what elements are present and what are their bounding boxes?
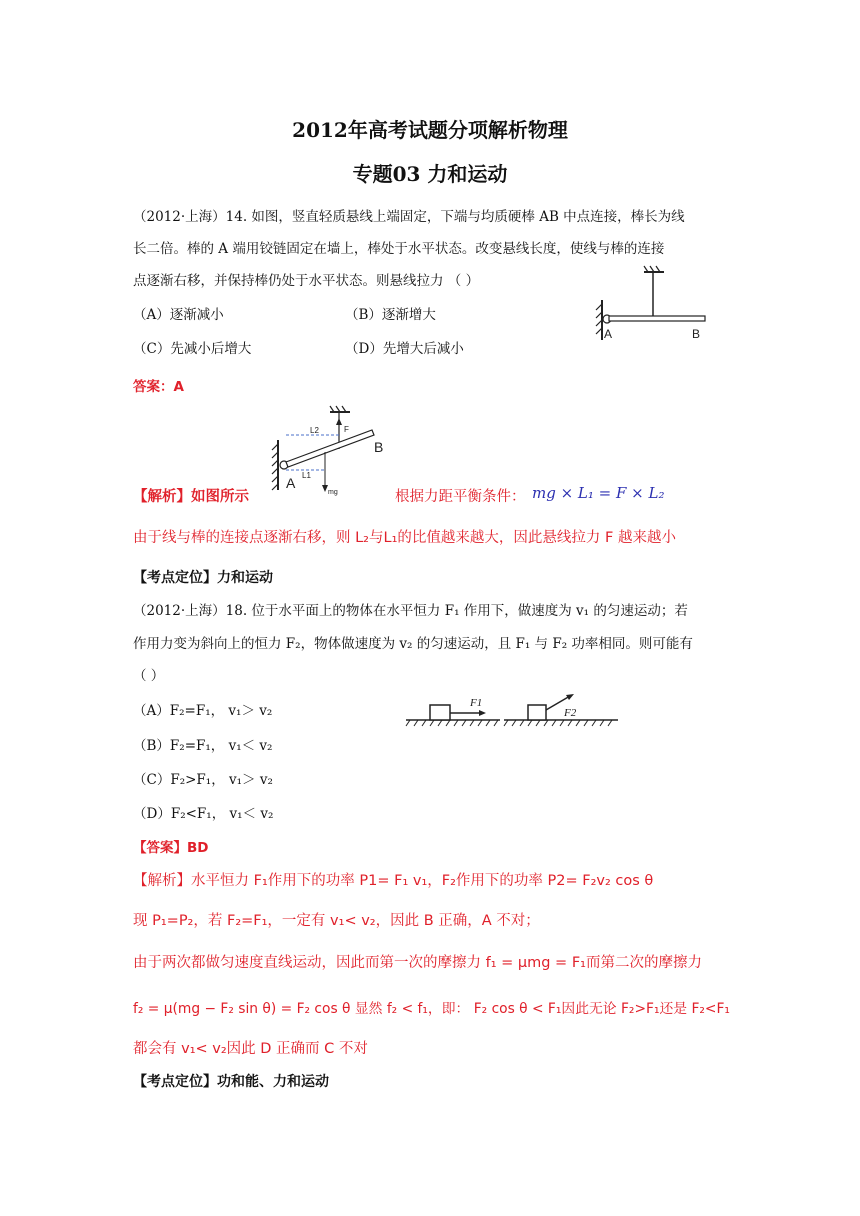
q14-explain: 由于线与棒的连接点逐渐右移，则 L₂与L₁的比值越来越大，因此悬线拉力 F 越来越小	[133, 530, 676, 546]
q18-option-d: （D）F₂<F₁， v₁＜ v₂	[133, 806, 274, 822]
q18-analysis-line-4: f₂ = μ(mg − F₂ sin θ) = F₂ cos θ 显然 f₂ < f₁，即： F₂ cos θ < F₁因此无论 F₂>F₁还是 F₂<F₁	[133, 1001, 730, 1017]
q14-stem-line-2: 长二倍。棒的 A 端用铰链固定在墙上，棒处于水平状态。改变悬线长度，使线与棒的连接	[133, 241, 665, 257]
q14-fig-label-a: A	[604, 327, 613, 341]
q14-fig2-label-l2: L2	[310, 426, 319, 435]
q14-stem-line-3: 点逐渐右移，并保持棒仍处于水平状态。则悬线拉力 （ ）	[133, 273, 480, 289]
q18-analysis-line-2: 现 P₁=P₂，若 F₂=F₁，一定有 v₁< v₂，因此 B 正确，A 不对；	[133, 913, 540, 929]
q18-option-b: （B）F₂=F₁， v₁＜ v₂	[133, 738, 273, 754]
q18-analysis-line-5: 都会有 v₁< v₂因此 D 正确而 C 不对	[133, 1041, 368, 1057]
q14-force-figure	[268, 402, 398, 498]
q18-analysis-line-3: 由于两次都做匀速度直线运动，因此而第一次的摩擦力 f₁ = μmg = F₁而第二次的摩擦力	[133, 955, 702, 971]
q14-topic: 【考点定位】力和运动	[133, 570, 273, 586]
q14-option-d: （D）先增大后减小	[345, 341, 464, 357]
q14-analysis-mid: 根据力距平衡条件：	[395, 489, 526, 505]
q14-option-c: （C）先减小后增大	[133, 341, 252, 357]
q18-topic: 【考点定位】功和能、力和运动	[133, 1074, 329, 1090]
q18-stem-line-2: 作用力变为斜向上的恒力 F₂，物体做速度为 v₂ 的匀速运动，且 F₁ 与 F₂ 功率相同。则可能有	[133, 636, 693, 652]
q14-stem-line-1: （2012·上海）14. 如图，竖直轻质悬线上端固定，下端与均质硬棒 AB 中点连接，棒长为线	[133, 209, 685, 225]
q14-fig2-label-a: A	[286, 475, 296, 491]
q18-analysis-line-1: 【解析】水平恒力 F₁作用下的功率 P1= F₁ v₁，F₂作用下的功率 P2= F₂v₂ cos θ	[133, 873, 654, 889]
q18-option-a: （A）F₂=F₁， v₁＞ v₂	[133, 703, 273, 719]
q18-blocks-figure	[404, 688, 624, 732]
page-subtitle: 专题03 力和运动	[352, 162, 508, 186]
q14-fig-label-b: B	[692, 327, 701, 341]
q14-option-b: （B）逐渐增大	[345, 307, 436, 323]
q18-option-c: （C）F₂>F₁， v₁＞ v₂	[133, 772, 273, 788]
q18-fig-label-f2: F2	[564, 707, 577, 719]
page-title: 2012年高考试题分项解析物理	[292, 118, 568, 142]
q18-fig-label-f1: F1	[470, 697, 483, 709]
q14-option-a: （A）逐渐减小	[133, 307, 224, 323]
q14-fig2-label-mg: mg	[328, 489, 338, 496]
q18-stem-line-3: （ ）	[133, 668, 165, 684]
q14-analysis-label: 【解析】如图所示	[133, 489, 249, 505]
q14-fig2-label-l1: L1	[302, 471, 311, 480]
q14-fig2-label-f: F	[344, 425, 349, 434]
q14-answer: 答案：A	[133, 379, 184, 395]
q18-stem-line-1: （2012·上海）18. 位于水平面上的物体在水平恒力 F₁ 作用下，做速度为 v₁ 的匀速运动；若	[133, 603, 688, 619]
q18-answer: 【答案】BD	[133, 840, 209, 856]
q14-rod-figure	[588, 262, 718, 354]
q14-formula: mg × L₁ = F × L₂	[532, 484, 665, 502]
q14-fig2-label-b: B	[374, 439, 384, 455]
